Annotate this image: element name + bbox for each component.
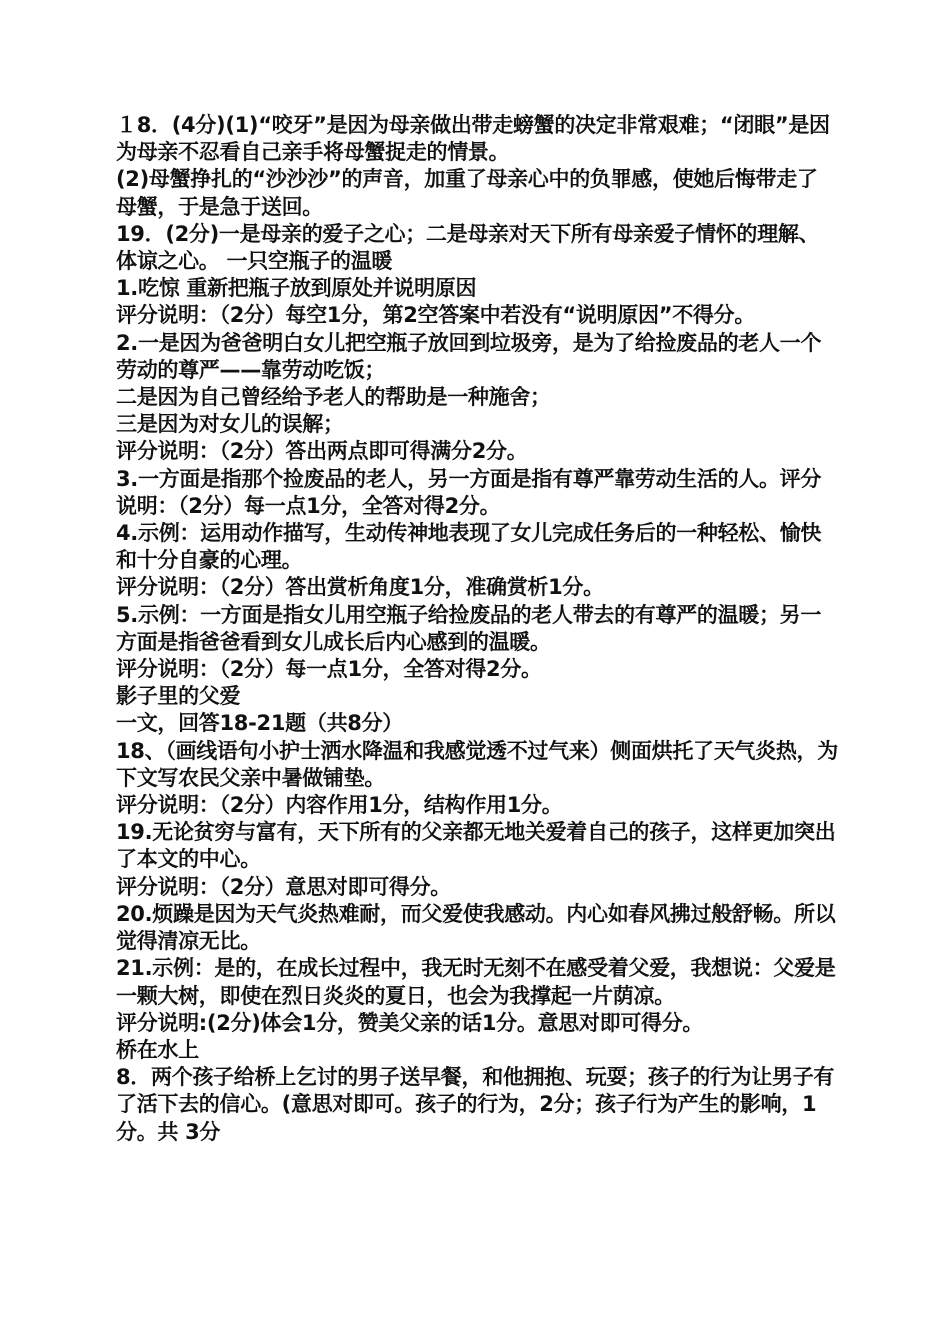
text-line: 评分说明：（2分）内容作用1分，结构作用1分。 <box>116 793 563 818</box>
answer-document <box>116 112 838 1146</box>
text-line: 评分说明：（2分）每一点1分，全答对得2分。 <box>116 657 542 682</box>
section-title: 桥在水上 <box>116 1037 199 1062</box>
text-line: 评分说明：（2分）答出赏析角度1分，准确赏析1分。 <box>116 575 604 600</box>
text-line: 一文，回答18-21题（共8分） <box>116 711 403 736</box>
text-line: 21.示例：是的，在成长过程中，我无时无刻不在感受着父爱，我想说：父爱是一颗大树，即使在烈日炎炎的夏日，也会为我撑起一片荫凉。 <box>116 956 836 1008</box>
text-line: 18、（画线语句小护士洒水降温和我感觉透不过气来）侧面烘托了天气炎热，为下文写农民父亲中暑做铺垫。 <box>116 738 838 790</box>
text-line: (2)母蟹挣扎的“沙沙沙”的声音，加重了母亲心中的负罪感，使她后悔带走了母蟹，于是急于送回。 <box>116 167 818 219</box>
text-line: 评分说明：（2分）每空1分，第2空答案中若没有“说明原因”不得分。 <box>116 303 756 328</box>
text-line: 19.无论贫穷与富有，天下所有的父亲都无地关爱着自己的孩子，这样更加突出了本文的中心。 <box>116 820 836 872</box>
text-line: 评分说明:(2分)体会1分，赞美父亲的话1分。意思对即可得分。 <box>116 1010 704 1035</box>
text-line: 3.一方面是指那个捡废品的老人，另一方面是指有尊严靠劳动生活的人。评分说明：（2分）每一点1分，全答对得2分。 <box>116 466 822 518</box>
text-line: 4.示例：运用动作描写，生动传神地表现了女儿完成任务后的一种轻松、愉快和十分自豪的心理。 <box>116 521 822 573</box>
section-title: 影子里的父爱 <box>116 684 241 709</box>
text-line: 8．两个孩子给桥上乞讨的男子送早餐，和他拥抱、玩耍；孩子的行为让男子有了活下去的信心。(意思对即可。孩子的行为，2分；孩子行为产生的影响，1分。共 3分 <box>116 1065 835 1144</box>
text-line: 1.吃惊 重新把瓶子放到原处并说明原因 <box>116 276 477 301</box>
text-line: 二是因为自己曾经给予老人的帮助是一种施舍； <box>116 385 551 410</box>
text-line: 20.烦躁是因为天气炎热难耐，而父爱使我感动。内心如春风拂过般舒畅。所以觉得清凉无比。 <box>116 901 836 954</box>
text-line: 19．(2分)一是母亲的爱子之心；二是母亲对天下所有母亲爱子情怀的理解、体谅之心。 一只空瓶子的温暖 <box>116 221 820 274</box>
text-line: 评分说明：（2分）意思对即可得分。 <box>116 874 452 899</box>
text-line: 5.示例：一方面是指女儿用空瓶子给捡废品的老人带去的有尊严的温暖；另一方面是指爸爸看到女儿成长后内心感到的温暖。 <box>116 602 822 654</box>
text-line: 评分说明：（2分）答出两点即可得满分2分。 <box>116 439 528 464</box>
text-line: 三是因为对女儿的误解； <box>116 412 344 437</box>
text-line: 2.一是因为爸爸明白女儿把空瓶子放回到垃圾旁，是为了给捡废品的老人一个劳动的尊严——靠劳动吃饭； <box>116 330 822 382</box>
text-line: １8．(4分)(1)“咬牙”是因为母亲做出带走螃蟹的决定非常艰难；“闭眼”是因为母亲不忍看自己亲手将母蟹捉走的情景。 <box>116 113 830 165</box>
